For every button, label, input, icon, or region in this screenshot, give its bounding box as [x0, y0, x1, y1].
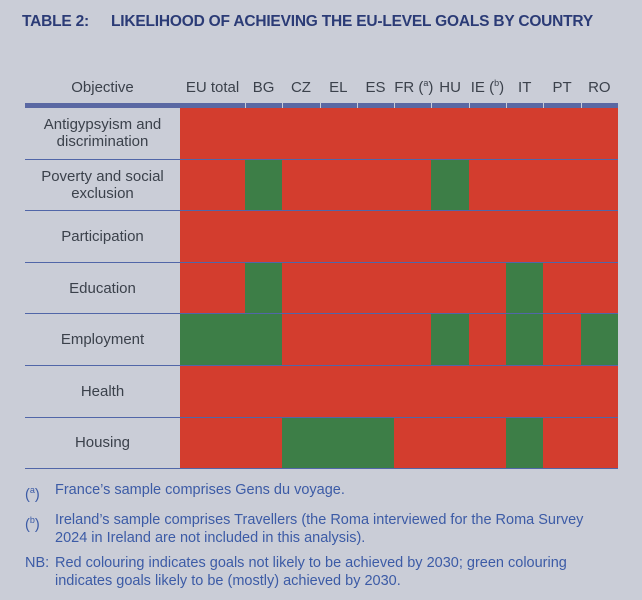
- heatmap-cell-red: [469, 418, 506, 469]
- table-title: [22, 13, 593, 31]
- heatmap-cell-red: [543, 211, 580, 262]
- footnote-b: [25, 511, 617, 547]
- heatmap-cell-green: [431, 314, 468, 365]
- heatmap-cell-red: [320, 211, 357, 262]
- table-row: [25, 211, 618, 263]
- column-header-el: EL: [329, 79, 348, 96]
- heatmap-cell-red: [180, 108, 245, 159]
- column-header-cz: CZ: [290, 79, 311, 96]
- heatmap-cell-green: [357, 418, 394, 469]
- table-row: [25, 160, 618, 212]
- column-header-eu-total: EU total: [185, 79, 240, 96]
- heatmap-cell-red: [581, 418, 618, 469]
- heatmap-cell-red: [245, 108, 282, 159]
- heatmap-cell-red: [469, 211, 506, 262]
- heatmap-cell-red: [357, 366, 394, 417]
- heatmap-cell-red: [282, 211, 319, 262]
- heatmap-cell-green: [282, 418, 319, 469]
- goals-heatmap-table: [25, 70, 618, 469]
- heatmap-cell-red: [543, 314, 580, 365]
- heatmap-cell-red: [506, 108, 543, 159]
- heatmap-cell-red: [394, 366, 431, 417]
- heatmap-cell-red: [506, 366, 543, 417]
- table-heading: LIKELIHOOD OF ACHIEVING THE EU-LEVEL GOALS BY COUNTRY: [111, 13, 593, 30]
- heatmap-cell-red: [394, 314, 431, 365]
- heatmap-cell-red: [543, 418, 580, 469]
- heatmap-cell-red: [469, 108, 506, 159]
- heatmap-cell-red: [469, 314, 506, 365]
- heatmap-cell-red: [431, 108, 468, 159]
- heatmap-cell-red: [320, 366, 357, 417]
- heatmap-cell-green: [180, 314, 245, 365]
- heatmap-cell-green: [431, 160, 468, 211]
- table-row: [25, 108, 618, 160]
- heatmap-cell-red: [245, 211, 282, 262]
- heatmap-cell-red: [543, 160, 580, 211]
- heatmap-cell-red: [320, 160, 357, 211]
- footnotes: [25, 481, 617, 597]
- heatmap-cell-red: [357, 160, 394, 211]
- heatmap-cell-green: [245, 314, 282, 365]
- heatmap-cell-red: [245, 418, 282, 469]
- column-header-fr: FR ($^a$): [394, 78, 434, 96]
- heatmap-cell-red: [506, 211, 543, 262]
- footnote-a-text: France’s sample comprises Gens du voyage.: [55, 482, 345, 498]
- column-header-ro: RO: [588, 79, 611, 96]
- column-header-bg: BG: [252, 79, 275, 96]
- heatmap-cell-red: [320, 263, 357, 314]
- heatmap-cell-green: [245, 160, 282, 211]
- heatmap-cell-red: [282, 108, 319, 159]
- footnote-b-text: Ireland’s sample comprises Travellers (the Roma interviewed for the Roma Survey 2024 in Ireland are not included in this analysis).: [55, 511, 584, 546]
- heatmap-cell-green: [245, 263, 282, 314]
- heatmap-cell-red: [543, 263, 580, 314]
- heatmap-cell-red: [282, 314, 319, 365]
- footnote-a-marker: ($^a$): [25, 485, 40, 503]
- heatmap-cell-red: [245, 366, 282, 417]
- footnote-nb: [25, 554, 617, 590]
- heatmap-cell-red: [282, 366, 319, 417]
- table-row: [25, 263, 618, 315]
- heatmap-cell-red: [394, 160, 431, 211]
- heatmap-cell-red: [357, 314, 394, 365]
- heatmap-cell-green: [506, 418, 543, 469]
- table-row: [25, 314, 618, 366]
- heatmap-cell-red: [431, 366, 468, 417]
- heatmap-cell-red: [357, 211, 394, 262]
- footnote-nb-text: Red colouring indicates goals not likely to be achieved by 2030; green colouring indicates goals likely to be (mostly) achieved by 2030.: [55, 554, 567, 589]
- row-label: Participation: [61, 227, 144, 245]
- heatmap-cell-red: [320, 108, 357, 159]
- table-row: [25, 418, 618, 470]
- row-label: Education: [69, 279, 136, 297]
- heatmap-cell-green: [506, 314, 543, 365]
- footnote-nb-marker: NB:: [25, 554, 50, 571]
- heatmap-cell-red: [180, 418, 245, 469]
- heatmap-cell-red: [431, 263, 468, 314]
- heatmap-cell-red: [581, 211, 618, 262]
- table-number: TABLE 2:: [22, 13, 89, 30]
- table-row: [25, 366, 618, 418]
- heatmap-cell-red: [469, 366, 506, 417]
- row-label: Poverty and social exclusion: [41, 167, 164, 202]
- heatmap-cell-red: [394, 108, 431, 159]
- table-header-row: [25, 70, 618, 103]
- column-header-objective: Objective: [71, 79, 134, 96]
- heatmap-cell-red: [543, 366, 580, 417]
- heatmap-cell-red: [581, 263, 618, 314]
- heatmap-cell-red: [180, 263, 245, 314]
- heatmap-cell-red: [282, 263, 319, 314]
- heatmap-cell-red: [282, 160, 319, 211]
- heatmap-cell-green: [581, 314, 618, 365]
- table-body: [25, 108, 618, 469]
- column-header-pt: PT: [552, 79, 572, 96]
- heatmap-cell-red: [469, 263, 506, 314]
- column-header-ie: IE ($^b$): [470, 78, 505, 96]
- footnote-b-marker: ($^b$): [25, 514, 40, 533]
- heatmap-cell-green: [506, 263, 543, 314]
- heatmap-cell-red: [431, 211, 468, 262]
- column-header-it: IT: [518, 79, 532, 96]
- heatmap-cell-red: [357, 263, 394, 314]
- row-label: Antigypsyism and discrimination: [43, 116, 162, 151]
- heatmap-cell-red: [431, 418, 468, 469]
- heatmap-cell-red: [320, 314, 357, 365]
- heatmap-cell-red: [581, 366, 618, 417]
- heatmap-cell-red: [581, 160, 618, 211]
- footnote-a: [25, 481, 617, 504]
- heatmap-cell-red: [180, 366, 245, 417]
- heatmap-cell-red: [180, 211, 245, 262]
- heatmap-cell-red: [506, 160, 543, 211]
- heatmap-cell-red: [581, 108, 618, 159]
- heatmap-cell-red: [394, 418, 431, 469]
- heatmap-cell-red: [543, 108, 580, 159]
- heatmap-cell-red: [394, 211, 431, 262]
- row-label: Health: [80, 382, 125, 400]
- heatmap-cell-green: [320, 418, 357, 469]
- heatmap-cell-red: [357, 108, 394, 159]
- column-header-es: ES: [365, 79, 386, 96]
- row-label: Housing: [74, 434, 131, 452]
- column-header-hu: HU: [439, 79, 461, 96]
- heatmap-cell-red: [394, 263, 431, 314]
- heatmap-cell-red: [469, 160, 506, 211]
- row-label: Employment: [60, 331, 145, 349]
- heatmap-cell-red: [180, 160, 245, 211]
